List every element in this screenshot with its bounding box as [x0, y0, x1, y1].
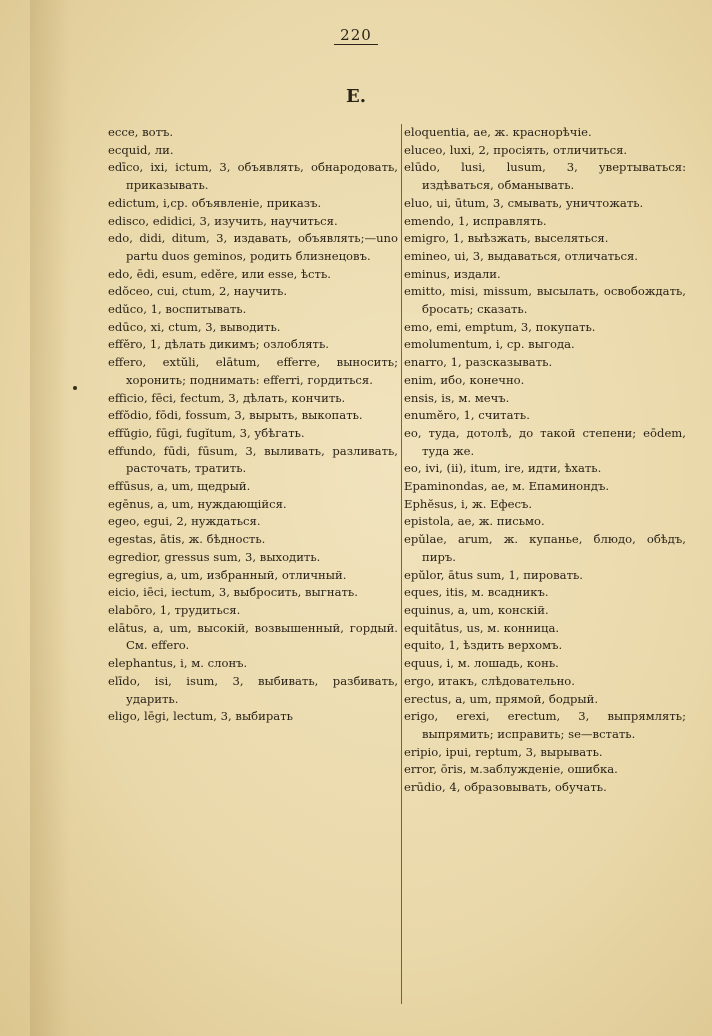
- dictionary-entry: elephantus, i, м. слонъ.: [108, 656, 248, 671]
- dictionary-entry: Epaminondas, ae, м. Епаминондъ.: [404, 479, 610, 494]
- dictionary-entry: erectus, a, um, прямой, бодрый.: [404, 691, 599, 706]
- dictionary-entry: edŭco, 1, воспитывать.: [108, 302, 247, 317]
- dictionary-entry: erigo, erexi, erectum, 3, выпрямлять; выпрямить; исправить; se—встать.: [404, 709, 686, 741]
- dictionary-entry: eluceo, luxi, 2, просіять, отличиться.: [404, 142, 628, 157]
- page-number: [0, 26, 712, 44]
- dictionary-entry: egestas, ātis, ж. бѣдность.: [108, 532, 266, 547]
- dictionary-entry: efficio, fēci, fectum, 3, дѣлать, кончить.: [108, 390, 346, 405]
- dictionary-entry: edūco, xi, ctum, 3, выводить.: [108, 319, 281, 334]
- right-column: [404, 124, 686, 797]
- dictionary-entry: emolumentum, i, ср. выгода.: [404, 337, 575, 352]
- dictionary-entry: epistola, ae, ж. письмо.: [404, 514, 545, 529]
- dictionary-entry: emigro, 1, выѣзжать, выселяться.: [404, 231, 609, 246]
- dictionary-entry: effŭgio, fūgi, fugĭtum, 3, убѣгать.: [108, 425, 305, 440]
- dictionary-entry: equus, i, м. лошадь, конь.: [404, 656, 559, 671]
- dictionary-entry: epŭlae, arum, ж. купанье, блюдо, обѣдъ, пиръ.: [404, 532, 686, 564]
- dictionary-entry: effero, extŭli, elātum, efferre, выносить; хоронить; поднимать: efferri, гордиться.: [108, 355, 398, 387]
- dictionary-entry: erūdio, 4, образовывать, обучать.: [404, 780, 607, 795]
- dictionary-entry: enumĕro, 1, считать.: [404, 408, 530, 423]
- dictionary-entry: eicio, iēci, iectum, 3, выбросить, выгнать.: [108, 585, 358, 600]
- dictionary-entry: edisco, edidici, 3, изучить, научиться.: [108, 213, 338, 228]
- dictionary-entry: egregius, a, um, избранный, отличный.: [108, 567, 347, 582]
- dictionary-entry: error, ōris, м.заблужденіе, ошибка.: [404, 762, 618, 777]
- dictionary-entry: equitātus, us, м. конница.: [404, 620, 560, 635]
- dictionary-entry: effūsus, a, um, щедрый.: [108, 479, 251, 494]
- dictionary-entry: epŭlor, ātus sum, 1, пировать.: [404, 567, 583, 582]
- dictionary-entry: edīco, ixi, ictum, 3, объявлять, обнародовать, приказывать.: [108, 160, 398, 193]
- dictionary-entry: edictum, i,ср. объявленіе, приказъ.: [108, 195, 322, 210]
- dictionary-entry: eripio, ipui, reptum, 3, вырывать.: [404, 744, 603, 759]
- dictionary-entry: ensis, is, м. мечъ.: [404, 390, 510, 405]
- dictionary-entry: eques, itis, м. всадникъ.: [404, 585, 549, 600]
- dictionary-entry: elabōro, 1, трудиться.: [108, 602, 241, 617]
- dictionary-entry: enarro, 1, разсказывать.: [404, 355, 553, 370]
- dictionary-entry: ecquid, ли.: [108, 142, 174, 157]
- margin-mark: [73, 386, 77, 390]
- dictionary-entry: elūdo, lusi, lusum, 3, увертываться: издѣваться, обманывать.: [404, 160, 686, 193]
- dictionary-entry: emineo, ui, 3, выдаваться, отличаться.: [404, 248, 638, 263]
- page-edge-shading: [30, 0, 70, 1036]
- dictionary-entry: effundo, fūdi, fūsum, 3, выливать, разливать, расточать, тратить.: [108, 443, 398, 476]
- dictionary-entry: enim, ибо, конечно.: [404, 372, 525, 387]
- dictionary-entry: egēnus, a, um, нуждающійся.: [108, 496, 287, 511]
- dictionary-entry: equito, 1, ѣздить верхомъ.: [404, 638, 563, 653]
- dictionary-entry: Ephĕsus, i, ж. Ефесъ.: [404, 496, 533, 511]
- dictionary-entry: emitto, misi, missum, высылать, освобождать, бросать; сказать.: [404, 284, 686, 317]
- dictionary-entry: elīdo, isi, isum, 3, выбивать, разбивать, ударить.: [108, 673, 398, 706]
- dictionary-entry: ecce, вотъ.: [108, 125, 174, 139]
- dictionary-entry: edŏceo, cui, ctum, 2, научить.: [108, 284, 288, 299]
- dictionary-entry: eo, ivi, (ii), itum, ire, идти, ѣхать.: [404, 461, 602, 476]
- left-column: [108, 124, 398, 726]
- dictionary-entry: emendo, 1, исправлять.: [404, 213, 547, 228]
- column-divider: [401, 124, 402, 1004]
- dictionary-entry: edo, didi, ditum, 3, издавать, объявлять;—uno partu duos geminos, родить близнецовъ.: [108, 231, 398, 263]
- dictionary-entry: ergo, итакъ, слѣдовательно.: [404, 673, 575, 688]
- dictionary-entry: edo, ēdi, esum, edĕre, или esse, ѣсть.: [108, 266, 331, 281]
- dictionary-entry: equinus, a, um, конскій.: [404, 602, 549, 617]
- letter-heading: E.: [346, 86, 366, 107]
- dictionary-entry: elātus, a, um, высокій, возвышенный, гордый. См. effero.: [108, 620, 398, 653]
- dictionary-entry: effĕro, 1, дѣлать дикимъ; озлоблять.: [108, 337, 329, 352]
- dictionary-entry: emo, emi, emptum, 3, покупать.: [404, 319, 596, 334]
- dictionary-entry: eligo, lēgi, lectum, 3, выбирать: [108, 709, 293, 724]
- dictionary-entry: egeo, egui, 2, нуждаться.: [108, 514, 261, 529]
- page-number-text: 220: [334, 26, 378, 45]
- dictionary-entry: eluo, ui, ūtum, 3, смывать, уничтожать.: [404, 195, 644, 210]
- dictionary-entry: eloquentia, ae, ж. краснорѣчіе.: [404, 125, 592, 139]
- dictionary-entry: effŏdio, fōdi, fossum, 3, вырыть, выкопать.: [108, 408, 363, 423]
- dictionary-entry: egredior, gressus sum, 3, выходить.: [108, 549, 321, 564]
- dictionary-entry: eo, туда, дотолѣ, до такой степени; eōdem, туда же.: [404, 425, 686, 458]
- dictionary-entry: eminus, издали.: [404, 266, 501, 281]
